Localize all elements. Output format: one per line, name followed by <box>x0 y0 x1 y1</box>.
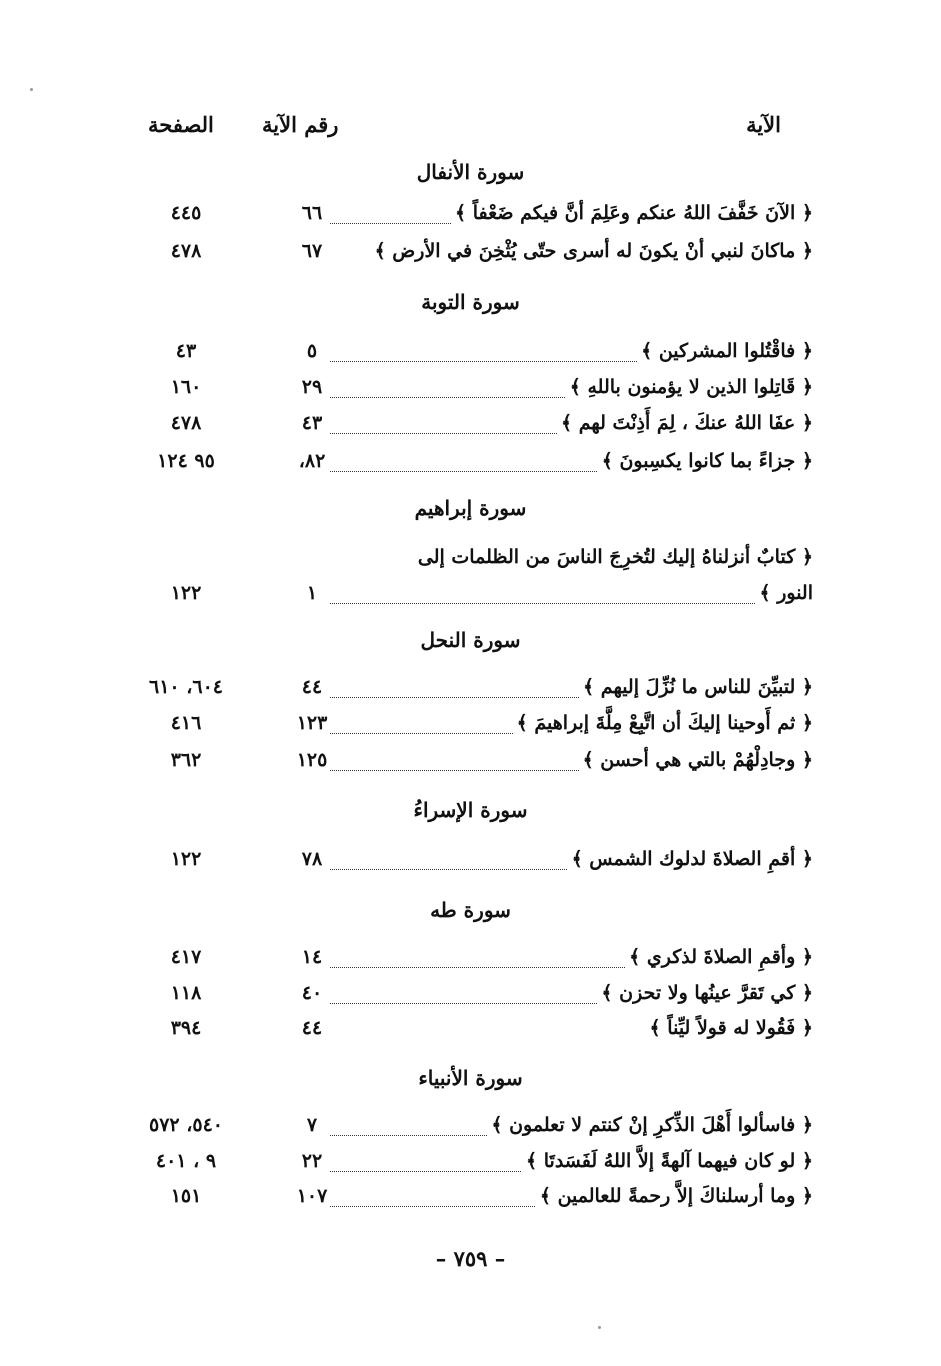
verse-text: ﴿ فاقْتُلوا المشركين ﴾ <box>637 340 813 362</box>
verse-text: ﴿ لو كان فيهما آلهةً إلاَّ اللهُ لَفَسَدتَا ﴾ <box>522 1150 813 1172</box>
verse-text: ﴿ ماكانَ لنبي أنْ يكونَ له أسرى حتّى يُثْخِنَ في الأرض ﴾ <box>371 240 813 262</box>
page-reference: ٩ ، ٤٠١ <box>155 1150 217 1172</box>
page-reference: ٤٧٨ <box>170 412 202 434</box>
page-reference: ٣٩٤ <box>170 1017 202 1039</box>
header-page: الصفحة <box>148 112 214 137</box>
verse-number: ٨٢، <box>298 450 326 472</box>
scan-speck <box>30 88 33 91</box>
header-verse: الآية <box>746 112 781 137</box>
verse-text: ﴿ وما أرسلناكَ إلاَّ رحمةً للعالمين ﴾ <box>536 1185 813 1207</box>
scan-speck <box>598 1326 601 1329</box>
surah-title: سورة إبراهيم <box>414 496 527 520</box>
page-reference: ٤٤٥ <box>170 202 202 224</box>
surah-title: سورة الإسراءُ <box>413 798 528 822</box>
index-row <box>0 412 941 446</box>
page-reference: ٤١٦ <box>170 712 202 734</box>
index-row <box>0 582 941 616</box>
verse-text: ﴿ كي تَقرَّ عينُها ولا تحزن ﴾ <box>597 982 813 1004</box>
verse-number: ٤٣ <box>301 412 323 434</box>
verse-text: ﴿ قَاتِلوا الذين لا يؤمنون باللهِ ﴾ <box>566 376 813 398</box>
page-reference: ٤٧٨ <box>170 240 202 262</box>
verse-text: ﴿ ثم أَوحينا إليكَ أن اتَّبِعْ مِلَّةَ إبراهيمَ ﴾ <box>513 712 813 734</box>
index-row <box>0 240 941 274</box>
verse-number: ٦٧ <box>301 240 323 262</box>
page-reference: ١١٨ <box>170 982 202 1004</box>
page-reference: ١٢٢ <box>170 848 202 870</box>
verse-number: ٢٩ <box>301 376 323 398</box>
page-reference: ٤١٧ <box>170 946 202 968</box>
page-reference: ٩٥ ١٢٤ <box>157 450 215 472</box>
index-row <box>0 946 941 980</box>
index-row <box>0 982 941 1016</box>
verse-number: ٢٢ <box>301 1150 323 1172</box>
surah-title: سورة طه <box>430 898 511 922</box>
page-reference: ٣٦٢ <box>170 749 202 771</box>
index-row <box>0 1017 941 1051</box>
verse-number: ١٢٥ <box>296 749 328 771</box>
verse-number: ٦٦ <box>301 202 323 224</box>
index-row <box>0 1185 941 1219</box>
verse-number: ١٠٧ <box>296 1185 328 1207</box>
page-number: – ٧٥٩ – <box>435 1246 506 1271</box>
verse-text: ﴿ فاسألوا أَهْلَ الذِّكرِ إنْ كنتم لا تعلمون ﴾ <box>487 1114 813 1136</box>
column-header-row <box>0 108 941 144</box>
verse-number: ٧٨ <box>301 848 323 870</box>
verse-text: ﴿ وأقمِ الصلاةَ لذكري ﴾ <box>625 946 813 968</box>
page-reference: ١٦٠ <box>170 376 202 398</box>
verse-text: ﴿ الآنَ خَفَّفَ اللهُ عنكم وعَلِمَ أنَّ فيكم ضَعْفاً ﴾ <box>451 202 813 224</box>
verse-number: ٤٠ <box>301 982 323 1004</box>
index-row <box>0 848 941 882</box>
index-row <box>0 340 941 374</box>
verse-text-line-1: ﴿ كتابٌ أنزلناهُ إليك لتُخرِجَ الناسَ من الظلمات إلى <box>417 546 813 568</box>
header-verse-number: رقم الآية <box>262 112 339 137</box>
verse-text: ﴿ أقمِ الصلاةَ لدلوك الشمس ﴾ <box>568 848 813 870</box>
index-row <box>0 1114 941 1148</box>
index-row <box>0 1150 941 1184</box>
verse-text: ﴿ عفَا اللهُ عنكَ ، لِمَ أَذِنْتَ لهم ﴾ <box>557 412 813 434</box>
verse-number: ١٤ <box>301 946 323 968</box>
verse-text: ﴿ جزاءً بما كانوا يكسِبونَ ﴾ <box>598 450 813 472</box>
verse-text-line-2: النور ﴾ <box>755 582 813 604</box>
surah-title: سورة التوبة <box>421 290 520 314</box>
index-row <box>0 450 941 484</box>
index-row <box>0 712 941 746</box>
verse-number: ١ <box>306 582 318 604</box>
index-row <box>0 202 941 236</box>
verse-number: ٤٤ <box>301 1017 323 1039</box>
index-row <box>0 749 941 783</box>
page-reference: ٦٠٤، ٦١٠ <box>149 676 223 698</box>
index-row <box>0 376 941 410</box>
page-reference: ٥٤٠، ٥٧٢ <box>149 1114 223 1136</box>
index-row <box>0 676 941 710</box>
verse-text: ﴿ وجادِلْهُمْ بالتي هي أحسن ﴾ <box>579 749 813 771</box>
page-reference: ١٥١ <box>170 1185 202 1207</box>
surah-title: سورة الأنبياء <box>418 1066 523 1090</box>
verse-number: ٧ <box>306 1114 318 1136</box>
verse-number: ١٢٣ <box>296 712 328 734</box>
surah-title: سورة النحل <box>420 628 521 652</box>
page-reference: ١٢٢ <box>170 582 202 604</box>
page-reference: ٤٣ <box>175 340 197 362</box>
verse-text: ﴿ لتبيِّنَ للناس ما نُزِّلَ إليهم ﴾ <box>579 676 813 698</box>
leader-dots <box>330 603 801 604</box>
verse-text: ﴿ فَقُولا له قولاً ليِّناً ﴾ <box>646 1017 813 1039</box>
verse-number: ٤٤ <box>301 676 323 698</box>
verse-number: ٥ <box>306 340 318 362</box>
surah-title: سورة الأنفال <box>416 160 525 184</box>
